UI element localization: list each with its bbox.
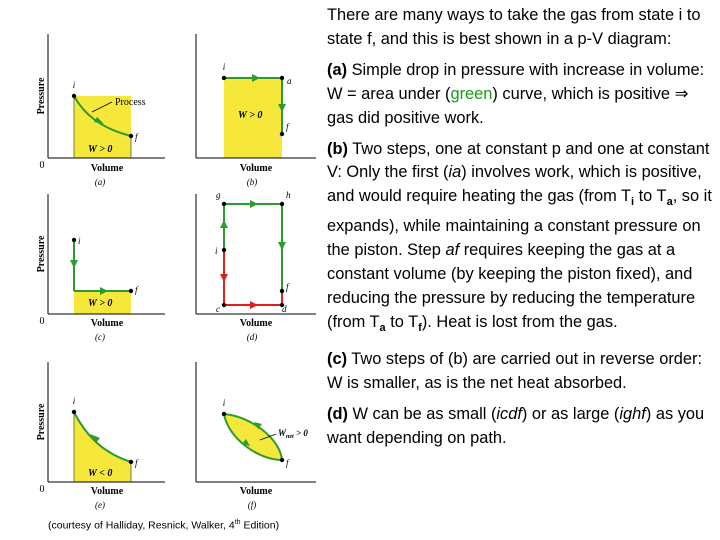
label-i-a: i	[72, 80, 76, 90]
diagram-a	[0, 14, 170, 187]
diagram-b	[168, 14, 320, 187]
work-loop-f	[224, 414, 282, 460]
paragraph-b: (b) Two steps, one at constant p and one at constant V: Only the first (ia) involves work, which is positive, and would require heating the gas (from $T_i$ to $T_a$, so it expands), while maintaining a constant pressure on the piston. Step af requires keeping the gas at a constant volume (by keeping the piston fixed), and reducing the pressure by reducing the temperature (from $T_a$ to $T_f$). Heat is lost from the gas.	[327, 139, 712, 334]
caption-b: (b)	[246, 177, 258, 187]
point-i-f	[222, 412, 226, 416]
label-f-a: f	[135, 132, 138, 142]
axis-volume-c: Volume	[90, 318, 124, 329]
point-g-d	[222, 202, 226, 206]
arrow-hf-d	[278, 242, 286, 250]
point-c-d	[222, 303, 226, 307]
point-i-c	[72, 238, 76, 242]
point-i-b	[222, 76, 226, 80]
caption-c: (c)	[95, 332, 105, 342]
axis-volume-e: Volume	[90, 486, 124, 497]
paragraph-a: (a) Simple drop in pressure with increase in volume: W = area under (green) curve, which is positive ⇒ gas did positive work.	[327, 60, 705, 127]
arrow-ic-c	[70, 260, 78, 268]
point-i-a	[72, 94, 76, 98]
label-f-d: f	[286, 282, 289, 292]
point-i-d	[222, 248, 226, 252]
work-label-b: W > 0	[238, 110, 263, 121]
work-label-f: $W_{net} > 0$	[278, 428, 308, 440]
point-f-c	[129, 289, 133, 293]
label-i-f: i	[222, 398, 226, 408]
label-i-e: i	[72, 396, 76, 406]
arrow-cd-d	[250, 301, 258, 309]
axis-zero-e: 0	[39, 484, 45, 495]
axis-zero-c: 0	[39, 316, 45, 327]
axis-pressure-a: Pressure	[36, 77, 47, 115]
axis-volume-d: Volume	[239, 318, 273, 329]
work-label-c: W > 0	[88, 298, 113, 309]
label-d-d: d	[282, 304, 287, 314]
arrow-gh-d	[250, 200, 258, 208]
explanation-text	[327, 4, 719, 450]
point-f-a	[129, 134, 133, 138]
label-i-b: i	[222, 62, 226, 72]
diagram-d	[168, 180, 320, 342]
label-i-d: i	[215, 246, 218, 256]
paragraph-d: (d) W can be as small (icdf) or as large (ighf) as you want depending on path.	[327, 404, 705, 447]
diagram-c	[0, 180, 170, 342]
axis-pressure-c: Pressure	[36, 235, 47, 273]
label-f-c: f	[135, 285, 138, 295]
axis-volume-a: Volume	[90, 163, 124, 174]
point-h-d	[280, 202, 284, 206]
arrow-ic-d	[220, 274, 228, 282]
figures-panel	[0, 0, 320, 540]
point-a-b	[280, 76, 284, 80]
axis-pressure-e: Pressure	[36, 403, 47, 441]
label-a-b: a	[287, 76, 292, 86]
work-label-e: W < 0	[88, 468, 113, 479]
diagram-e	[0, 348, 170, 514]
axis-volume-b: Volume	[239, 163, 273, 174]
axis-zero-a: 0	[39, 160, 45, 171]
arrow-ig-d	[220, 220, 228, 228]
caption-a: (a)	[94, 177, 106, 187]
label-i-c: i	[78, 236, 81, 246]
work-label-a: W > 0	[88, 144, 113, 155]
label-f-f: f	[286, 458, 289, 468]
caption-d: (d)	[246, 332, 258, 342]
label-g-d: g	[216, 190, 221, 200]
paragraph-c: (c) Two steps of (b) are carried out in reverse order: W is smaller, as is the net heat absorbed.	[327, 349, 703, 392]
caption-e: (e)	[95, 500, 105, 510]
process-label-a: Process	[115, 97, 146, 108]
point-i-e	[72, 410, 76, 414]
label-h-d: h	[286, 190, 291, 200]
axis-volume-f: Volume	[239, 486, 273, 497]
point-f-b	[280, 132, 284, 136]
diagram-f	[168, 348, 320, 514]
intro-paragraph: There are many ways to take the gas from state i to state f, and this is best shown in a p-V diagram:	[327, 6, 701, 48]
credit-caption: (courtesy of Halliday, Resnick, Walker, 4th Edition)	[48, 519, 280, 532]
caption-f: (f)	[247, 500, 257, 510]
label-f-e: f	[135, 458, 138, 468]
point-f-f	[280, 458, 284, 462]
point-f-e	[129, 460, 133, 464]
label-f-b: f	[286, 122, 289, 132]
label-c-d: c	[216, 304, 220, 314]
point-f-d	[280, 289, 284, 293]
